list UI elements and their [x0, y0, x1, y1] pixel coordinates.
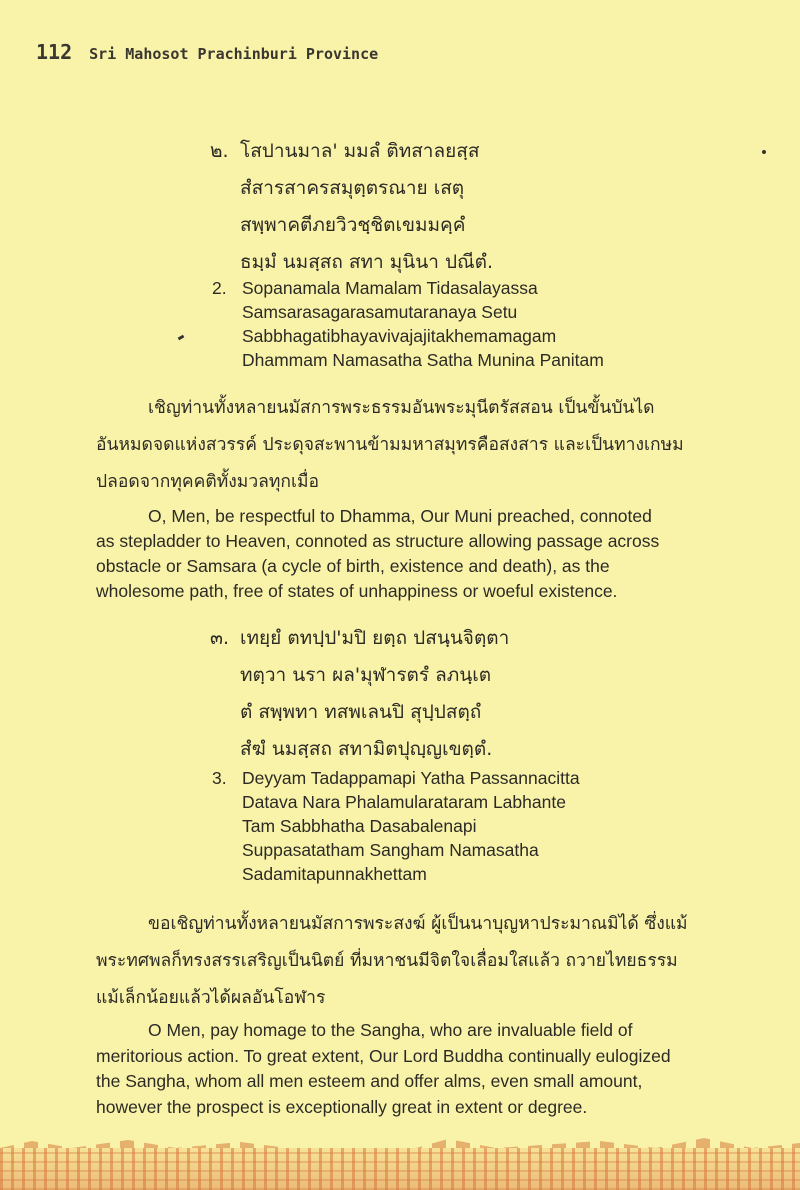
verse-text: ทตฺวา นรา ผล'มุฬารตรํ ลภนฺเต — [240, 664, 492, 686]
speck-mark — [178, 335, 185, 341]
paragraph-2-thai — [96, 390, 684, 501]
verse-text: Suppasatatham Sangham Namasatha — [242, 840, 539, 860]
verse-text: เทยฺยํ ตทปฺป'มปิ ยตฺถ ปสนฺนจิตฺตา — [240, 627, 510, 649]
verse-text: โสปานมาล' มมลํ ติทสาลยสฺส — [240, 140, 480, 162]
verse-2-romanized — [212, 276, 604, 372]
verse-line — [210, 170, 493, 207]
decorative-border — [0, 1148, 800, 1190]
page-number: 112 — [36, 40, 73, 64]
verse-2-pali-thai — [210, 133, 493, 281]
paragraph-line: อันหมดจดแห่งสวรรค์ ประดุจสะพานข้ามมหาสมุทรคือสงสาร และเป็นทางเกษม — [96, 435, 684, 455]
verse-line — [212, 324, 604, 348]
verse-line — [210, 694, 509, 731]
verse-number: ๒. — [210, 140, 229, 162]
paragraph-line: wholesome path, free of states of unhappiness or woeful existence. — [96, 581, 618, 601]
verse-text: Datava Nara Phalamularataram Labhante — [242, 792, 566, 812]
verse-text: Sabbhagatibhayavivajajitakhemamagam — [242, 326, 557, 346]
paragraph-3-english — [96, 1018, 671, 1120]
verse-3-romanized — [212, 766, 580, 886]
verse-line — [212, 862, 580, 886]
verse-line — [210, 657, 509, 694]
verse-line — [210, 207, 493, 244]
paragraph-line: as stepladder to Heaven, connoted as structure allowing passage across — [96, 531, 660, 551]
verse-text: สํฆํ นมสฺสถ สทามิตปุญฺญเขตฺตํ. — [240, 738, 493, 760]
verse-line — [212, 814, 580, 838]
page-header — [36, 40, 378, 64]
verse-text: Dhammam Namasatha Satha Munina Panitam — [242, 350, 604, 370]
verse-text: ธมฺมํ นมสฺสถ สทา มุนินา ปณีตํ. — [240, 251, 494, 273]
verse-text: ตํ สพฺพทา ทสพเลนปิ สุปฺปสตฺถํ — [240, 701, 482, 723]
verse-line — [210, 731, 509, 768]
paragraph-line: ปลอดจากทุคคติทั้งมวลทุกเมื่อ — [96, 472, 320, 492]
verse-line — [212, 838, 580, 862]
paragraph-line: O Men, pay homage to the Sangha, who are invaluable field of — [148, 1020, 633, 1040]
verse-number: 2. — [212, 278, 227, 298]
verse-number: 3. — [212, 768, 227, 788]
paragraph-line: however the prospect is exceptionally great in extent or degree. — [96, 1096, 588, 1117]
paragraph-2-english — [96, 504, 659, 604]
paragraph-line: the Sangha, whom all men esteem and offer alms, even small amount, — [96, 1071, 643, 1091]
speck-mark — [762, 150, 766, 154]
verse-number: ๓. — [210, 627, 230, 649]
paragraph-line: obstacle or Samsara (a cycle of birth, existence and death), as the — [96, 556, 610, 576]
verse-line — [212, 766, 580, 790]
verse-text: Deyyam Tadappamapi Yatha Passannacitta — [242, 768, 580, 788]
paragraph-line: meritorious action. To great extent, Our Lord Buddha continually eulogized — [96, 1045, 671, 1066]
decorative-border-top — [0, 1138, 800, 1148]
verse-text: Sopanamala Mamalam Tidasalayassa — [242, 278, 538, 298]
verse-line — [210, 133, 493, 170]
paragraph-line: พระทศพลก็ทรงสรรเสริญเป็นนิตย์ ที่มหาชนมีจิตใจเลื่อมใสแล้ว ถวายไทยธรรม — [96, 951, 678, 971]
verse-text: Tam Sabbhatha Dasabalenapi — [242, 816, 477, 836]
paragraph-line: O, Men, be respectful to Dhamma, Our Muni preached, connoted — [148, 506, 652, 526]
verse-line — [212, 790, 580, 814]
verse-text: Samsarasagarasamutaranaya Setu — [242, 302, 518, 322]
paragraph-3-thai — [96, 906, 688, 1017]
verse-text: สํสารสาครสมุตฺตรณาย เสตุ — [240, 177, 465, 199]
paragraph-line: แม้เล็กน้อยแล้วได้ผลอันโอฬาร — [96, 988, 326, 1008]
verse-text: สพฺพาคตีภยวิวชฺชิตเขมมคฺคํ — [240, 214, 466, 236]
verse-line — [210, 620, 509, 657]
paragraph-line: ขอเชิญท่านทั้งหลายนมัสการพระสงฆ์ ผู้เป็นนาบุญหาประมาณมิได้ ซึ่งแม้ — [148, 914, 688, 934]
verse-3-pali-thai — [210, 620, 509, 768]
verse-text: Sadamitapunnakhettam — [242, 864, 427, 884]
paragraph-line: เชิญท่านทั้งหลายนมัสการพระธรรมอันพระมุนีตรัสสอน เป็นขั้นบันได — [148, 398, 655, 418]
verse-line — [212, 348, 604, 372]
verse-line — [212, 300, 604, 324]
running-title: Sri Mahosot Prachinburi Province — [89, 45, 379, 63]
verse-line — [212, 276, 604, 300]
